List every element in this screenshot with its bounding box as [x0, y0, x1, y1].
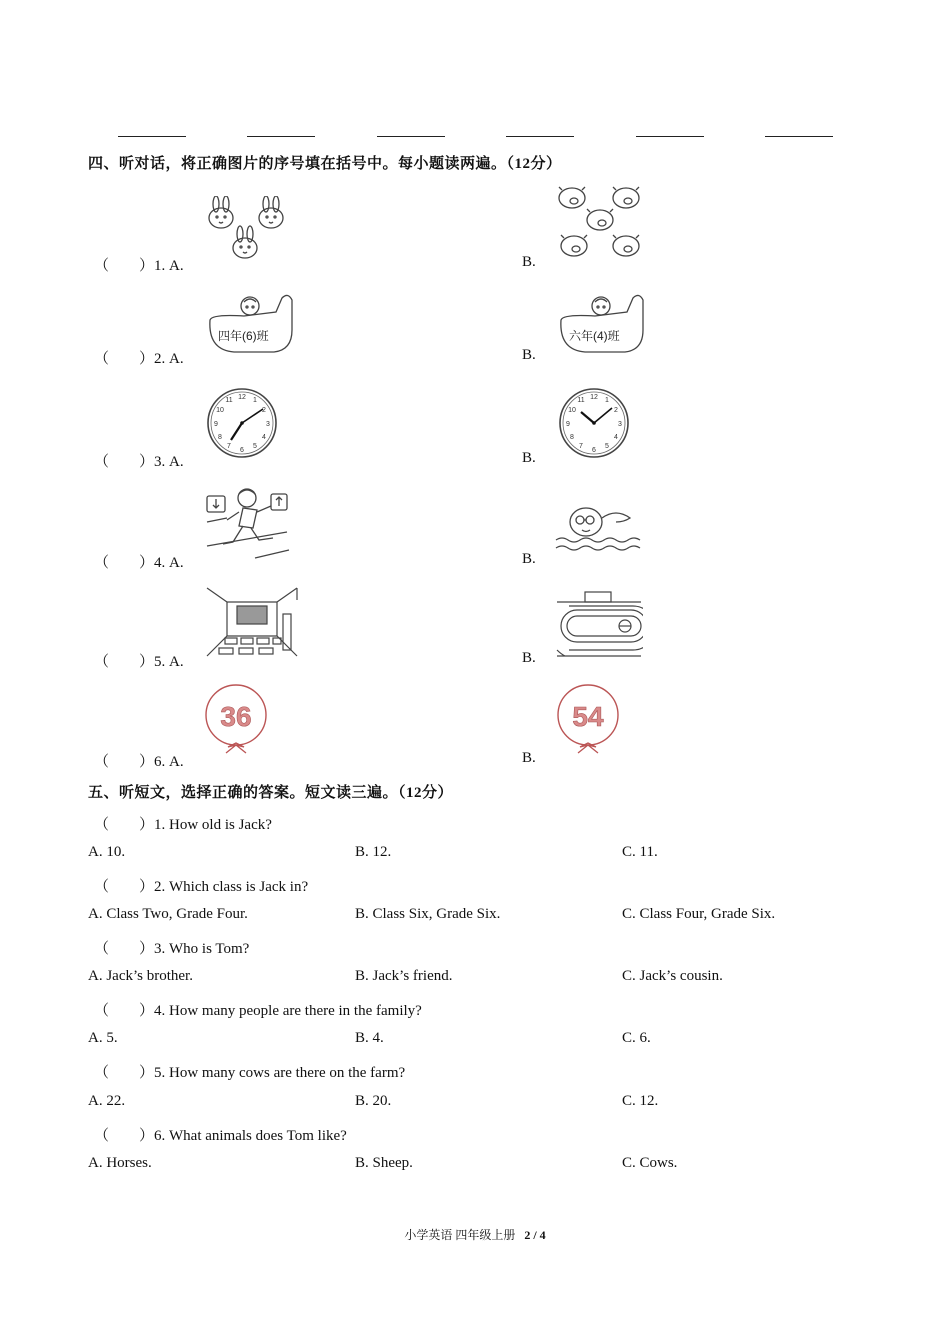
s5-q4-b: B. 4.: [355, 1030, 384, 1046]
s4-q5-label: （ ）5. A.: [94, 654, 184, 670]
playground-picture: [555, 588, 643, 660]
svg-text:3: 3: [266, 421, 270, 428]
s5-q4-c: C. 6.: [622, 1030, 651, 1046]
s5-q6: （ ）6. What animals does Tom like?: [94, 1128, 347, 1144]
s5-q6-c: C. Cows.: [622, 1155, 678, 1171]
svg-text:3: 3: [618, 421, 622, 428]
svg-text:4: 4: [262, 434, 266, 441]
s4-q5-b: B.: [522, 650, 536, 666]
svg-text:6: 6: [240, 447, 244, 454]
svg-text:2: 2: [262, 407, 266, 414]
clock-picture-b: [557, 386, 631, 460]
svg-text:2: 2: [614, 407, 618, 414]
svg-text:7: 7: [579, 443, 583, 450]
s5-q1-c: C. 11.: [622, 844, 658, 860]
svg-text:11: 11: [577, 397, 585, 404]
s4-q3-b: B.: [522, 450, 536, 466]
clock-picture-a: [205, 386, 279, 460]
s4-q3-label: （ ）3. A.: [94, 454, 184, 470]
s5-q4-a: A. 5.: [88, 1030, 118, 1046]
balloon-number-a: 36: [220, 701, 252, 732]
s4-q1-b: B.: [522, 254, 536, 270]
s4-q4-label: （ ）4. A.: [94, 555, 184, 571]
s5-q2-b: B. Class Six, Grade Six.: [355, 906, 501, 922]
s4-q2-b: B.: [522, 347, 536, 363]
five-pigs-picture: [555, 184, 647, 268]
class-sign-text-b: 六年(4)班: [569, 329, 620, 343]
svg-text:8: 8: [218, 434, 222, 441]
s5-q1-b: B. 12.: [355, 844, 392, 860]
answer-blank[interactable]: [377, 136, 445, 137]
answer-blank[interactable]: [118, 136, 186, 137]
section5-title: 五、听短文，选择正确的答案。短文读三遍。（12分）: [88, 785, 454, 801]
svg-text:10: 10: [568, 407, 576, 414]
class-sign-picture-a: [204, 290, 300, 358]
s5-q6-a: A. Horses.: [88, 1155, 152, 1171]
s5-q1: （ ）1. How old is Jack?: [94, 817, 272, 833]
svg-text:6: 6: [592, 447, 596, 454]
svg-text:5: 5: [605, 443, 609, 450]
svg-text:11: 11: [225, 397, 233, 404]
s5-q2-a: A. Class Two, Grade Four.: [88, 906, 248, 922]
svg-text:1: 1: [605, 397, 609, 404]
s4-q6-b: B.: [522, 750, 536, 766]
balloon-picture-a: [202, 683, 272, 761]
svg-text:1: 1: [253, 397, 257, 404]
svg-text:12: 12: [238, 394, 246, 401]
boy-running-picture: [205, 486, 291, 560]
svg-text:4: 4: [614, 434, 618, 441]
balloon-picture-b: [554, 683, 624, 761]
s5-q3-c: C. Jack’s cousin.: [622, 968, 723, 984]
answer-blank[interactable]: [247, 136, 315, 137]
s4-q4-b: B.: [522, 551, 536, 567]
svg-text:12: 12: [590, 394, 598, 401]
answer-blank[interactable]: [636, 136, 704, 137]
s4-q6-label: （ ）6. A.: [94, 754, 184, 770]
s5-q3-b: B. Jack’s friend.: [355, 968, 453, 984]
balloon-number-b: 54: [572, 701, 604, 732]
three-rabbits-picture: [202, 196, 298, 266]
footer-page-number: 2 / 4: [524, 1228, 546, 1242]
page-footer: [0, 1226, 950, 1243]
s5-q6-b: B. Sheep.: [355, 1155, 413, 1171]
s5-q3: （ ）3. Who is Tom?: [94, 941, 250, 957]
s5-q3-a: A. Jack’s brother.: [88, 968, 193, 984]
svg-text:8: 8: [570, 434, 574, 441]
s5-q2: （ ）2. Which class is Jack in?: [94, 879, 309, 895]
svg-text:9: 9: [566, 421, 570, 428]
footer-subject: 小学英语 四年级上册: [404, 1228, 516, 1242]
s5-q4: （ ）4. How many people are there in the family?: [94, 1003, 422, 1019]
svg-text:10: 10: [216, 407, 224, 414]
section4-title: 四、听对话，将正确图片的序号填在括号中。每小题读两遍。（12分）: [88, 156, 562, 172]
boy-swimming-picture: [554, 500, 642, 552]
s4-q1-label: （ ）1. A.: [94, 258, 184, 274]
classroom-picture: [205, 586, 299, 660]
s5-q5-a: A. 22.: [88, 1093, 126, 1109]
svg-text:7: 7: [227, 443, 231, 450]
s4-q2-label: （ ）2. A.: [94, 351, 184, 367]
answer-blank[interactable]: [765, 136, 833, 137]
svg-text:9: 9: [214, 421, 218, 428]
s5-q1-a: A. 10.: [88, 844, 126, 860]
s5-q5: （ ）5. How many cows are there on the farm?: [94, 1065, 406, 1081]
s5-q5-c: C. 12.: [622, 1093, 659, 1109]
s5-q5-b: B. 20.: [355, 1093, 392, 1109]
class-sign-text-a: 四年(6)班: [218, 329, 269, 343]
s5-q2-c: C. Class Four, Grade Six.: [622, 906, 776, 922]
svg-text:5: 5: [253, 443, 257, 450]
answer-blank[interactable]: [506, 136, 574, 137]
class-sign-picture-b: [555, 290, 651, 358]
